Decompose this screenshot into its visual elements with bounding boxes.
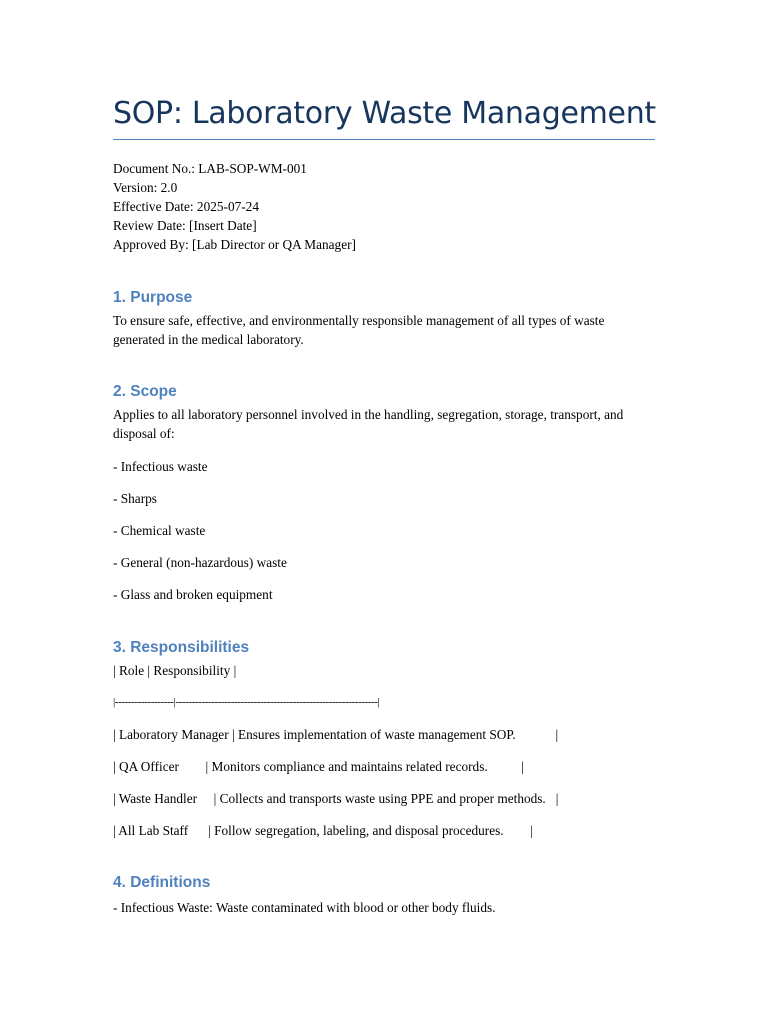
effective-date: Effective Date: 2025-07-24: [113, 199, 259, 214]
purpose-text: To ensure safe, effective, and environmentally responsible management of all types of waste generated in the medical laboratory.: [113, 313, 605, 347]
table-header-row: | Role | Responsibility |: [113, 663, 237, 678]
table-row: | QA Officer | Monitors compliance and maintains related records. |: [113, 759, 524, 774]
version: Version: 2.0: [113, 180, 178, 195]
title-underline: [113, 139, 655, 140]
list-item: - Infectious waste: [113, 459, 208, 474]
page-title: SOP: Laboratory Waste Management: [113, 96, 656, 131]
review-date: Review Date: [Insert Date]: [113, 218, 257, 233]
approved-by: Approved By: [Lab Director or QA Manager]: [113, 237, 356, 252]
document-number: Document No.: LAB-SOP-WM-001: [113, 161, 307, 176]
responsibilities-heading: 3. Responsibilities: [113, 639, 250, 656]
table-separator-row: |------------------|--------------------------------------------------------------|: [113, 696, 380, 708]
list-item: - Sharps: [113, 491, 157, 506]
table-row: | All Lab Staff | Follow segregation, labeling, and disposal procedures. |: [113, 823, 533, 838]
purpose-heading: 1. Purpose: [113, 289, 193, 306]
definitions-heading: 4. Definitions: [113, 874, 211, 891]
scope-text: Applies to all laboratory personnel involved in the handling, segregation, storage, transport, and disposal of:: [113, 407, 624, 441]
list-item: - General (non-hazardous) waste: [113, 555, 287, 570]
list-item: - Chemical waste: [113, 523, 206, 538]
table-row: | Waste Handler | Collects and transports waste using PPE and proper methods. |: [113, 791, 559, 806]
scope-heading: 2. Scope: [113, 383, 177, 400]
definition-item: - Infectious Waste: Waste contaminated with blood or other body fluids.: [113, 900, 496, 915]
table-row: | Laboratory Manager | Ensures implementation of waste management SOP. |: [113, 727, 559, 742]
list-item: - Glass and broken equipment: [113, 587, 273, 602]
